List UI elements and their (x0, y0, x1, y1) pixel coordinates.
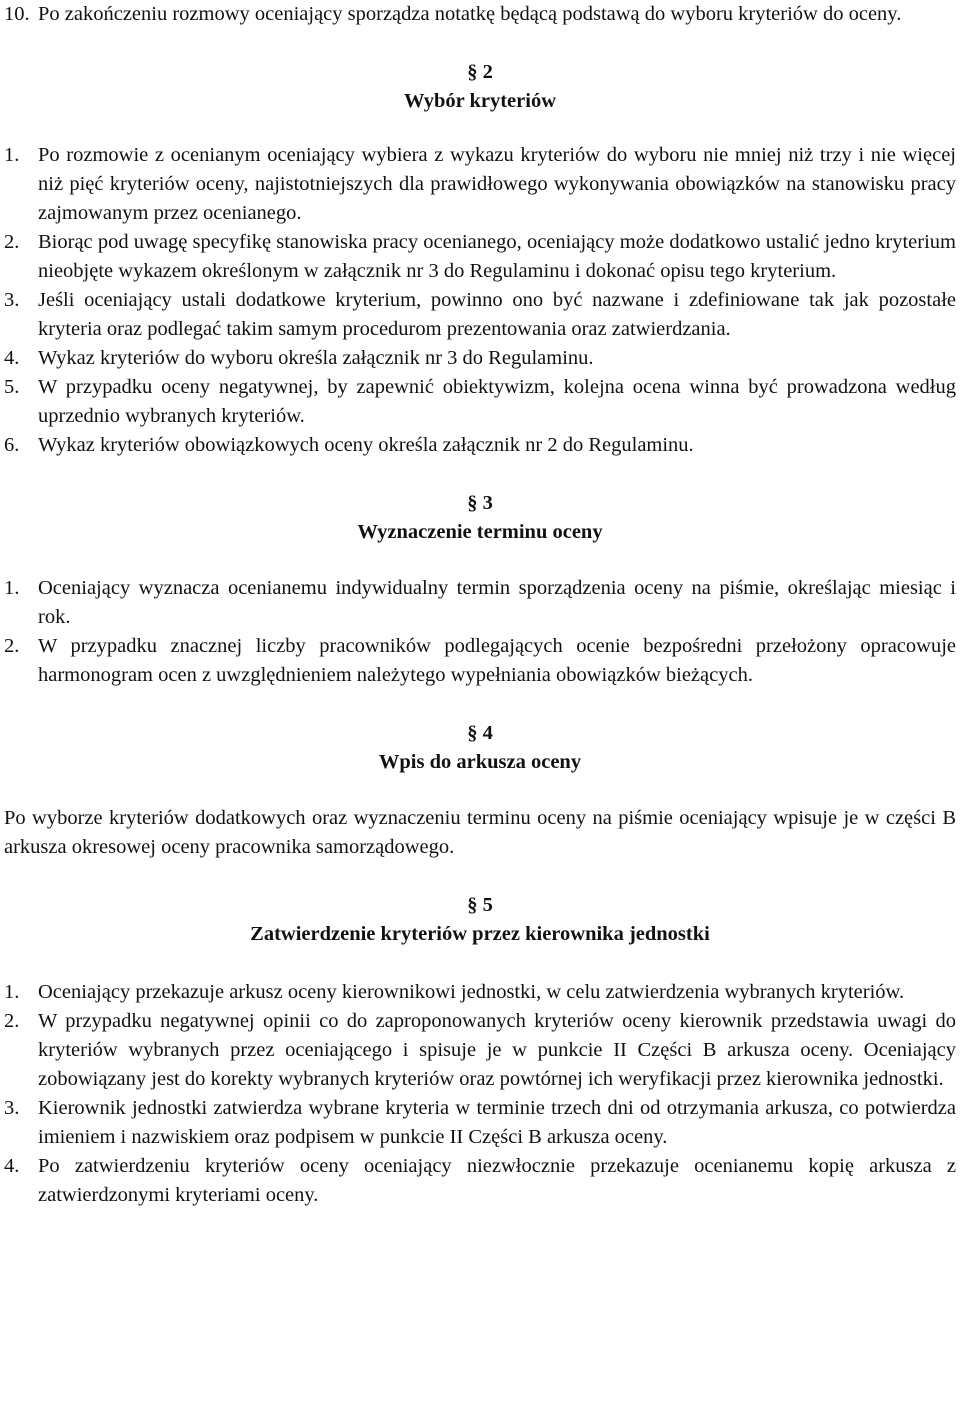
item-text: Oceniający przekazuje arkusz oceny kierownikowi jednostki, w celu zatwierdzenia wybranych kryteriów. (38, 981, 905, 1003)
section-5-heading (4, 891, 956, 949)
section-title: Wybór kryteriów (403, 90, 557, 112)
item-number: 2. (4, 231, 20, 253)
item-number: 4. (4, 347, 20, 369)
section-2-heading (4, 58, 956, 116)
item-text: W przypadku oceny negatywnej, by zapewnić obiektywizm, kolejna ocena winna być prowadzona według uprzednio wybranych kryteriów. (38, 376, 956, 427)
list-item (4, 1152, 956, 1210)
section-3-heading (4, 489, 956, 547)
item-text: Oceniający wyznacza ocenianemu indywidualny termin sporządzenia oceny na piśmie, określając miesiąc i rok. (38, 577, 956, 628)
item-text: Wykaz kryteriów do wyboru określa załącznik nr 3 do Regulaminu. (38, 347, 594, 369)
section-5-list (4, 978, 956, 1210)
section-2-list (4, 141, 956, 460)
item-number: 1. (4, 144, 20, 166)
section-4-paragraph: Po wyborze kryteriów dodatkowych oraz wyznaczeniu terminu oceny na piśmie oceniający wpisuje je w części B arkusza okresowej oceny pracownika samorządowego. (4, 807, 956, 858)
item-number: 4. (4, 1155, 20, 1177)
intro-item (4, 0, 956, 29)
item-number: 3. (4, 1097, 20, 1119)
list-item (4, 344, 956, 373)
list-item (4, 574, 956, 632)
section-4-heading (4, 719, 956, 777)
item-text: Kierownik jednostki zatwierdza wybrane kryteria w terminie trzech dni od otrzymania arkusza, co potwierdza imieniem i nazwiskiem oraz podpisem w punkcie II Części B arkusza oceny. (38, 1097, 956, 1148)
item-text: Wykaz kryteriów obowiązkowych oceny określa załącznik nr 2 do Regulaminu. (38, 434, 694, 456)
item-number: 6. (4, 434, 20, 456)
list-item (4, 228, 956, 286)
section-sign: § 3 (467, 492, 493, 514)
section-sign: § 5 (467, 894, 493, 916)
section-3-list (4, 574, 956, 690)
item-number: 1. (4, 981, 20, 1003)
list-item (4, 1007, 956, 1094)
item-number: 10. (4, 3, 30, 25)
list-item (4, 1094, 956, 1152)
item-number: 5. (4, 376, 20, 398)
section-title: Zatwierdzenie kryteriów przez kierownika jednostki (250, 923, 710, 945)
list-item (4, 373, 956, 431)
list-item (4, 632, 956, 690)
item-text: Po rozmowie z ocenianym oceniający wybiera z wykazu kryteriów do wyboru nie mniej niż trzy i nie więcej niż pięć kryteriów oceny, najistotniejszych dla prawidłowego wykonywania obowiązków na stanowisku pracy zajmowanym przez ocenianego. (38, 144, 956, 224)
section-title: Wpis do arkusza oceny (378, 751, 582, 773)
list-item (4, 286, 956, 344)
item-number: 3. (4, 289, 20, 311)
section-title: Wyznaczenie terminu oceny (357, 521, 603, 543)
section-sign: § 2 (467, 61, 493, 83)
item-number: 2. (4, 1010, 20, 1032)
item-number: 2. (4, 635, 20, 657)
item-text: Po zatwierdzeniu kryteriów oceny oceniający niezwłocznie przekazuje ocenianemu kopię arkusza z zatwierdzonymi kryteriami oceny. (38, 1155, 956, 1206)
item-text: W przypadku negatywnej opinii co do zaproponowanych kryteriów oceny kierownik przedstawia uwagi do kryteriów wybranych przez oceniającego i spisuje je w punkcie II Części B arkusza oceny. Oceniający zobowiązany jest do korekty wybranych kryteriów oraz powtórnej ich weryfikacji przez kierownika jednostki. (38, 1010, 956, 1090)
list-item (4, 141, 956, 228)
item-text: Biorąc pod uwagę specyfikę stanowiska pracy ocenianego, oceniający może dodatkowo ustalić jedno kryterium nieobjęte wykazem określonym w załącznik nr 3 do Regulaminu i dokonać opisu tego kryterium. (38, 231, 956, 282)
item-text: Jeśli oceniający ustali dodatkowe kryterium, powinno ono być nazwane i zdefiniowane tak jak pozostałe kryteria oraz podlegać takim samym procedurom prezentowania oraz zatwierdzania. (38, 289, 956, 340)
list-item (4, 431, 956, 460)
item-text: W przypadku znacznej liczby pracowników podlegających ocenie bezpośredni przełożony opracowuje harmonogram ocen z uwzględnieniem należytego wypełniania obowiązków bieżących. (38, 635, 956, 686)
item-text: Po zakończeniu rozmowy oceniający sporządza notatkę będącą podstawą do wyboru kryteriów do oceny. (38, 3, 902, 25)
section-sign: § 4 (467, 722, 493, 744)
item-number: 1. (4, 577, 20, 599)
list-item (4, 978, 956, 1007)
